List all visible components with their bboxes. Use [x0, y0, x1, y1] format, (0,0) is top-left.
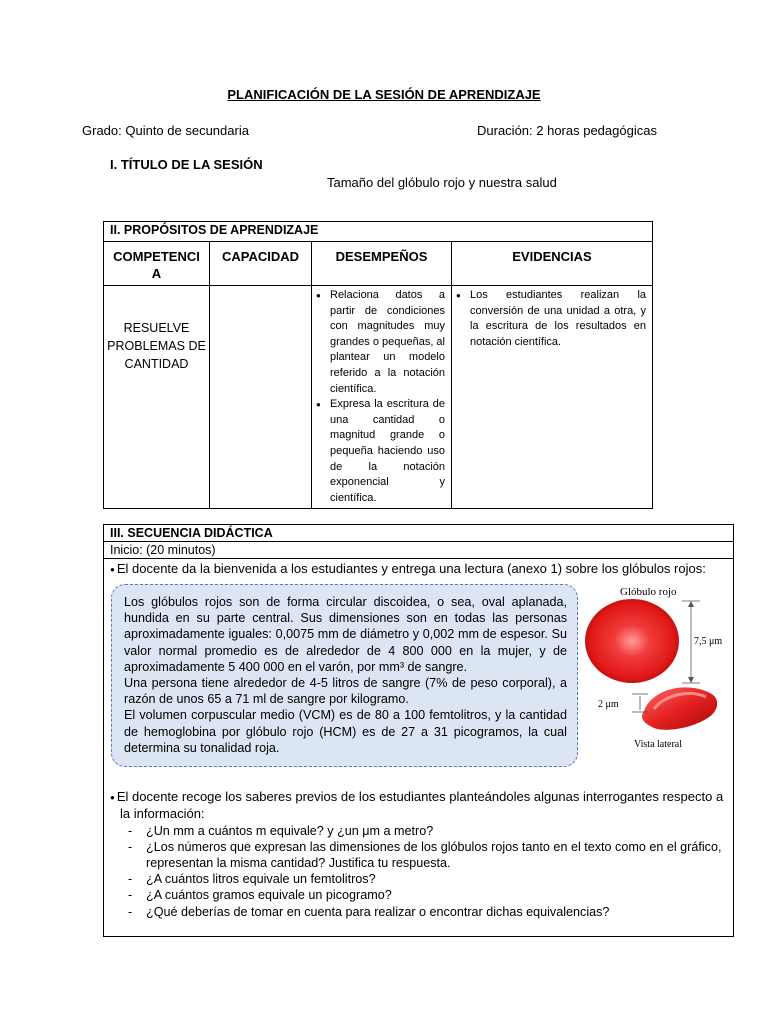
col-header-evidencias: EVIDENCIAS — [452, 242, 653, 286]
rbc-top-view — [585, 599, 679, 683]
figure-title: Glóbulo rojo — [620, 586, 677, 598]
bullet-welcome-text: El docente da la bienvenida a los estudiantes y entrega una lectura (anexo 1) sobre los glóbulos rojos: — [116, 561, 706, 576]
grado-label: Grado: Quinto de secundaria — [82, 123, 249, 138]
questions-list — [124, 823, 728, 920]
diameter-label: 7,5 μm — [694, 636, 723, 647]
arrow-down-icon — [688, 677, 694, 683]
section2-heading: II. PROPÓSITOS DE APRENDIZAJE — [104, 222, 653, 242]
red-blood-cell-figure — [582, 581, 732, 751]
arrow-up-icon — [688, 601, 694, 607]
col-header-desempenos: DESEMPEÑOS — [312, 242, 452, 286]
capacidad-cell — [210, 286, 312, 509]
reading-paragraph: El volumen corpuscular medio (VCM) es de 80 a 100 femtolitros, y la cantidad de hemoglobina por glóbulo rojo (HCM) es de 27 a 31 picogramos, la cual determina su tonalidad roja. — [124, 708, 567, 755]
bullet-prior-knowledge — [110, 789, 728, 920]
purposes-table — [103, 221, 653, 509]
reading-paragraph: Los glóbulos rojos son de forma circular discoidea, o sea, oval aplanada, hundida en su parte central. Sus dimensiones son en todas las personas aproximadamente iguales: 0,0075 mm de diámetro y 0,002 mm de espesor. Su valor normal promedio es de alrededor de 4 800 000 en la mujer, y de aproximadamente 5 400 000 en el varón, por mm³ de sangre. — [124, 595, 567, 674]
question-item: - ¿Qué deberías de tomar en cuenta para realizar o encontrar dichas equivalencias? — [124, 904, 728, 920]
thickness-label: 2 μm — [598, 699, 619, 710]
evidencias-cell — [452, 286, 653, 509]
bullet-prior-text-2: la información: — [120, 805, 205, 821]
reading-box — [111, 584, 578, 767]
inicio-label: Inicio: (20 minutos) — [104, 542, 733, 559]
competencia-cell: RESUELVE PROBLEMAS DE CANTIDAD — [104, 286, 210, 509]
side-view-label: Vista lateral — [634, 739, 682, 750]
desempeno-item: ● Relaciona datos a partir de condiciones con magnitudes muy grandes o pequeñas, al plantear un modelo referido a la notación científica. — [316, 288, 445, 397]
document-title: PLANIFICACIÓN DE LA SESIÓN DE APRENDIZAJE — [227, 87, 541, 102]
bullet-dot-icon: ● — [110, 792, 115, 802]
session-title: Tamaño del glóbulo rojo y nuestra salud — [327, 175, 557, 190]
col-header-capacidad: CAPACIDAD — [210, 242, 312, 286]
desempenos-cell — [312, 286, 452, 509]
duracion-label: Duración: 2 horas pedagógicas — [477, 123, 657, 138]
evidencia-item: ● Los estudiantes realizan la conversión de una unidad a otra, y la escritura de los resultados en notación científica. — [456, 288, 646, 350]
section3-heading: III. SECUENCIA DIDÁCTICA — [104, 525, 733, 542]
question-item: - ¿Los números que expresan las dimensiones de los glóbulos rojos tanto en el texto como en el gráfico, representan la misma cantidad? Justifica tu respuesta. — [124, 839, 728, 871]
col-header-competencia: COMPETENCI A — [104, 242, 210, 286]
desempeno-item: ● Expresa la escritura de una cantidad o magnitud grande o pequeña haciendo uso de la notación exponencial y científica. — [316, 397, 445, 506]
bullet-welcome — [110, 561, 706, 576]
bullet-dot-icon: ● — [110, 565, 115, 575]
question-item: - ¿A cuántos gramos equivale un picogramo? — [124, 887, 728, 903]
section1-heading: I. TÍTULO DE LA SESIÓN — [110, 157, 263, 172]
question-item: - ¿A cuántos litros equivale un femtolitros? — [124, 871, 728, 887]
question-item: - ¿Un mm a cuántos m equivale? y ¿un μm a metro? — [124, 823, 728, 839]
reading-paragraph: Una persona tiene alrededor de 4-5 litros de sangre (7% de peso corporal), a razón de unos 65 a 71 ml de sangre por kilogramo. — [124, 676, 567, 707]
didactic-sequence-box — [103, 524, 734, 937]
bullet-prior-text-1: El docente recoge los saberes previos de los estudiantes planteándoles algunas interrogantes respecto a — [116, 789, 724, 804]
